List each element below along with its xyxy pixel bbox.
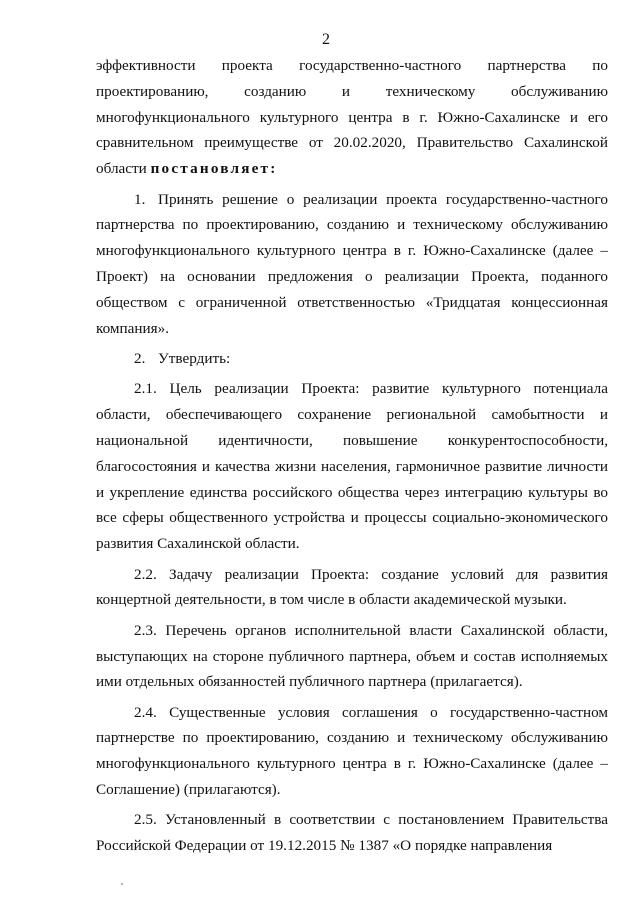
intro-text: эффективности проекта государственно-частного партнерства по проектированию, созданию и техническому обслуживанию многофункционального культурного центра в г. Южно-Сахалинске и его сравнительном преимуществе от 20.02.2020, Правительство Сахалинской области xyxy=(96,57,608,178)
subitem-2-2: 2.2. Задачу реализации Проекта: создание условий для развития концертной деятельности, в том числе в области академической музыки. xyxy=(96,565,608,609)
subitem-2-5: 2.5. Установленный в соответствии с постановлением Правительства Российской Федерации от 19.12.2015 № 1387 «О порядке направления xyxy=(96,811,608,855)
item-1-text: Принять решение о реализации проекта государственно-частного партнерства по проектированию, созданию и техническому обслуживанию многофункционального культурного центра в г. Южно-Сахалинске (далее – Проект) на основании предложения о реализации Проекта, поданного обществом с ограниченной ответственностью «Тридцатая концессионная компания». xyxy=(96,190,608,337)
item-2-text: Утвердить: xyxy=(158,349,231,367)
document-body xyxy=(96,53,608,864)
subitem-2-1: 2.1. Цель реализации Проекта: развитие культурного потенциала области, обеспечивающего сохранение региональной самобытности и национальной идентичности, повышение конкурентоспособности, благосостояния и качества жизни населения, гармоничное развитие личности и укрепление единства российского общества через интеграцию культуры во все сферы общественного устройства и процессы социально-экономического развития Сахалинской области. xyxy=(96,380,608,553)
item-1-paragraph xyxy=(96,187,608,342)
item-2-number: 2. xyxy=(134,349,146,367)
page-number: 2 xyxy=(322,31,330,48)
subitem-2-3: 2.3. Перечень органов исполнительной власти Сахалинской области, выступающих на стороне публичного партнера, объем и состав исполняемых ими отдельных обязанностей публичного партнера (прилагается). xyxy=(96,621,608,691)
decree-word: постановляет: xyxy=(150,160,278,178)
item-2-paragraph xyxy=(96,346,608,372)
item-1-number: 1. xyxy=(134,190,146,208)
scan-speck xyxy=(121,883,123,885)
subitem-2-4: 2.4. Существенные условия соглашения о государственно-частном партнерстве по проектированию, созданию и техническому обслуживанию многофункционального культурного центра в г. Южно-Сахалинске (далее – Соглашение) (прилагаются). xyxy=(96,703,608,799)
intro-paragraph xyxy=(96,53,608,182)
